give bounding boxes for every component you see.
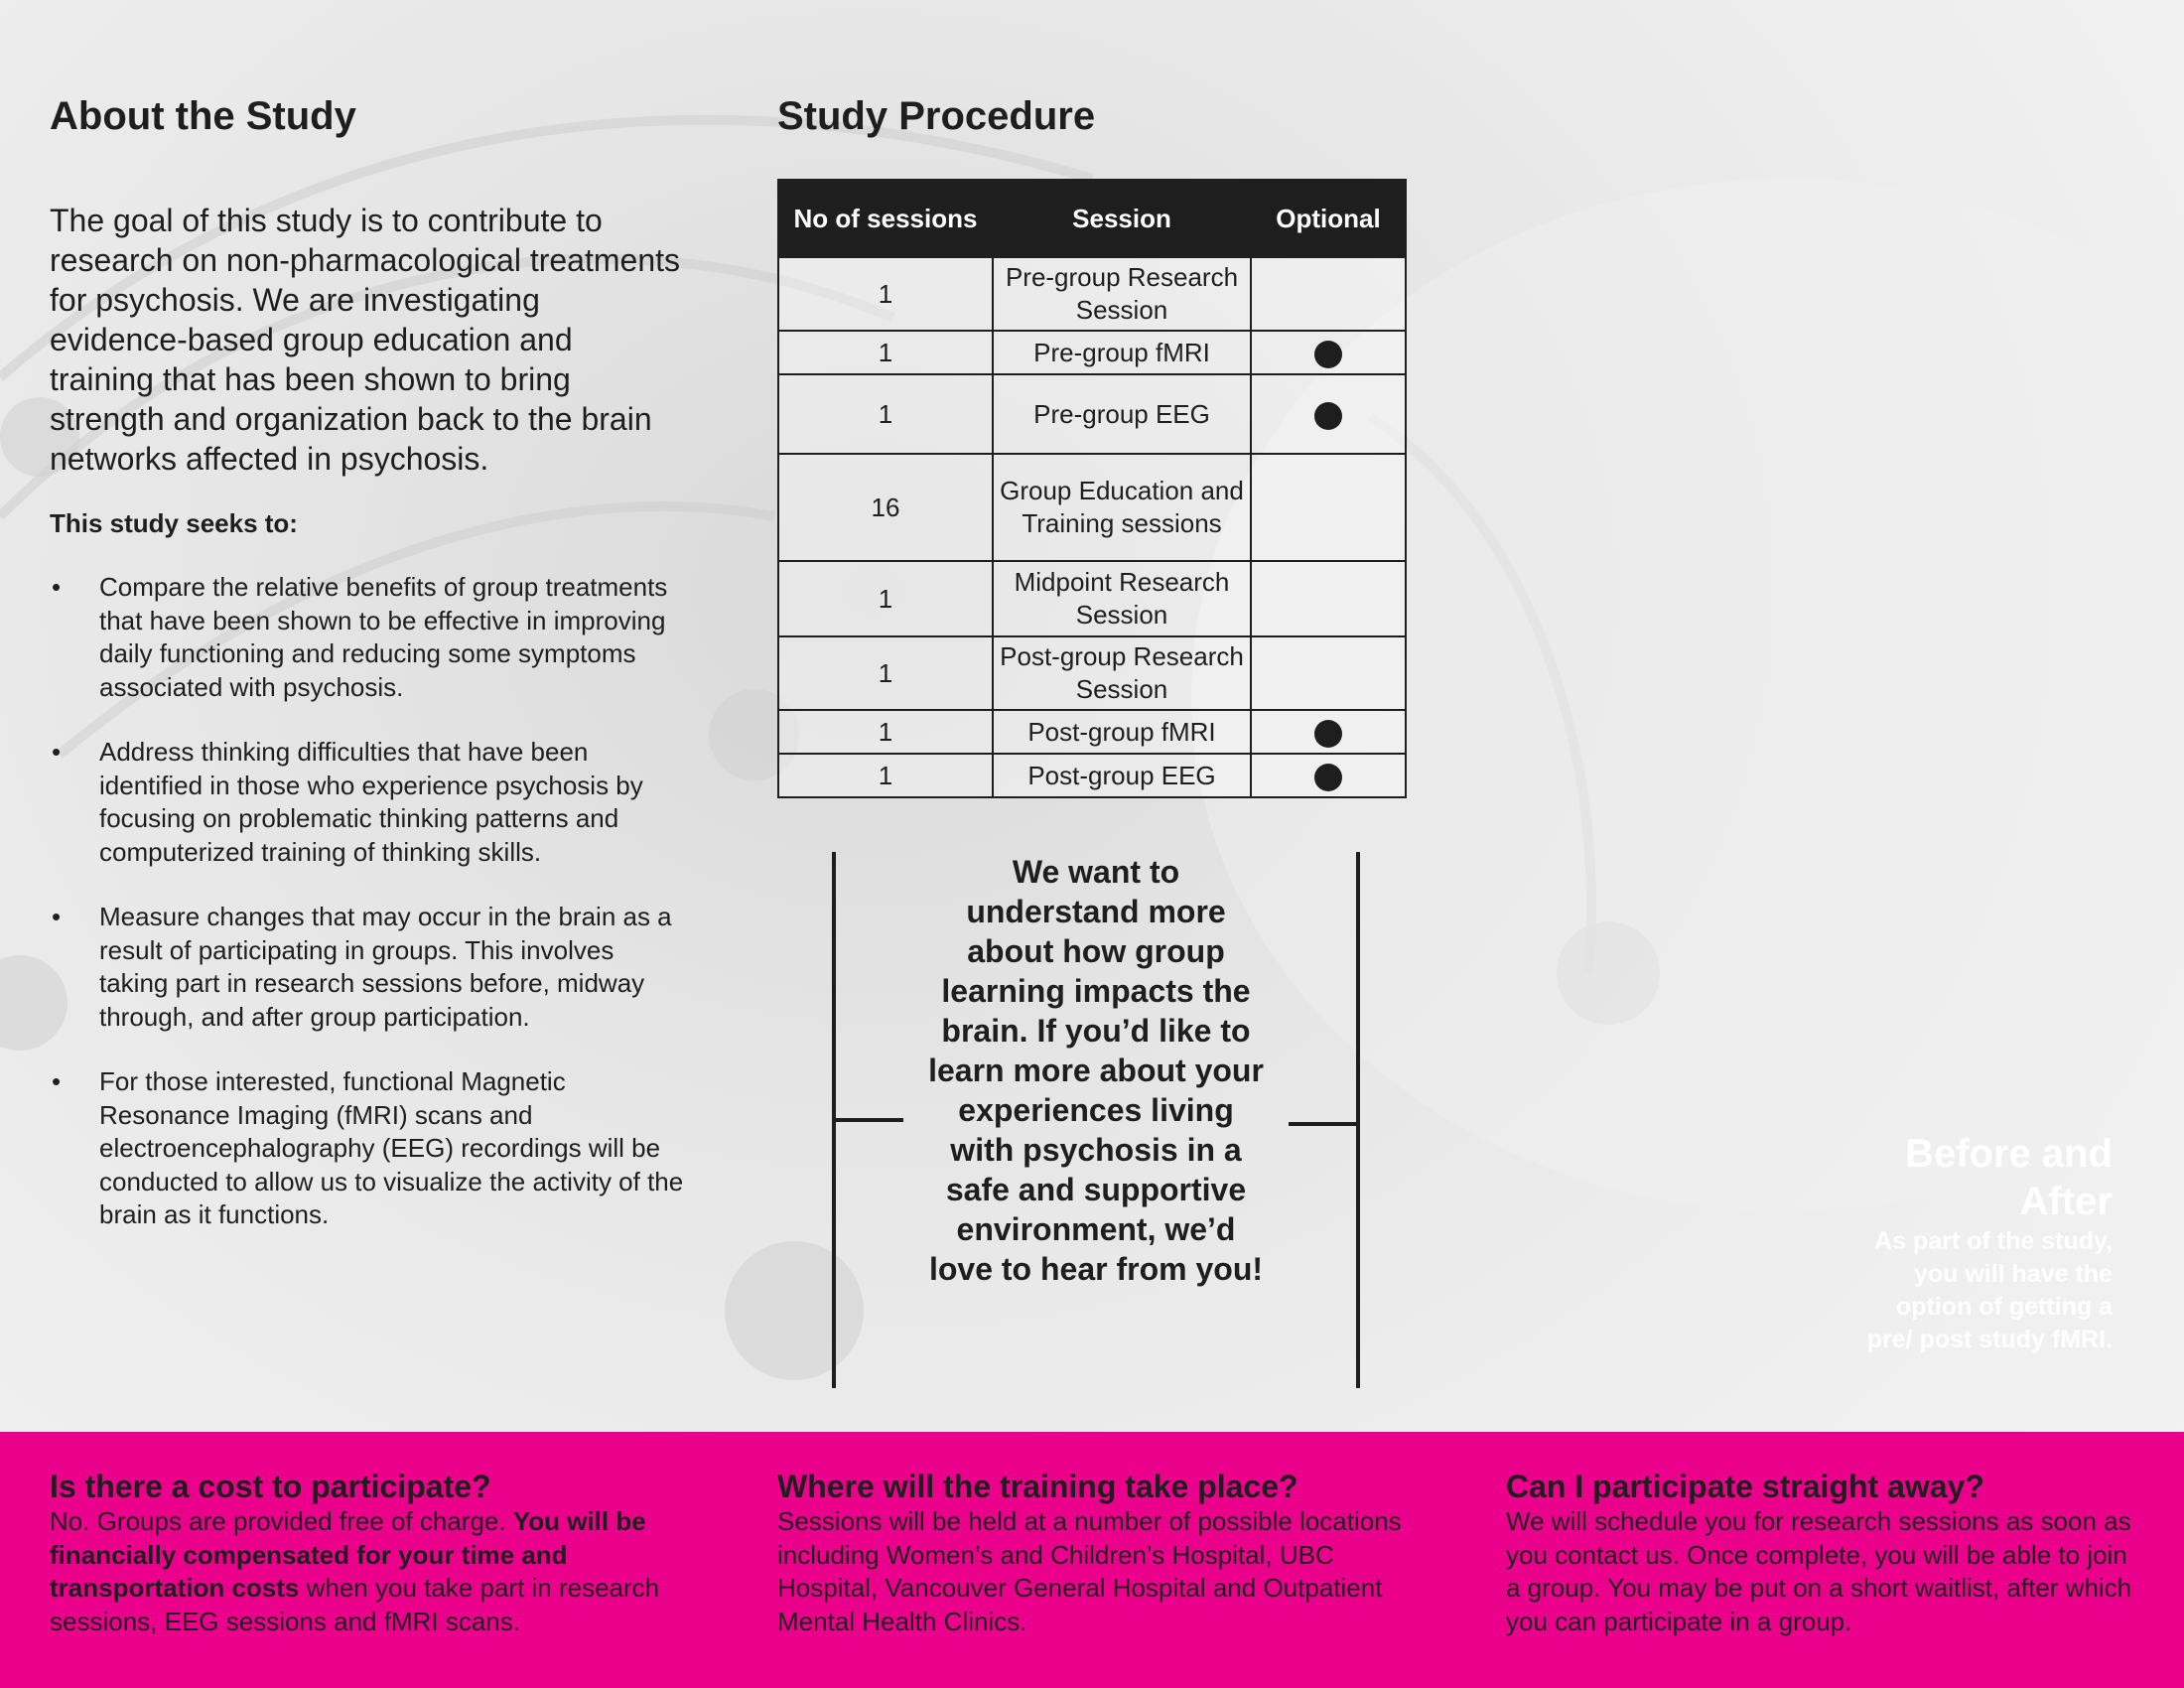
faq-start-answer: We will schedule you for research sessions as soon as you contact us. Once complete, you will be able to join a group. You may be put on a short waitlist, after which you can participate in a group. (1506, 1506, 2132, 1636)
faq-location-heading: Where will the training take place? (777, 1469, 1298, 1504)
session-count: 1 (778, 754, 993, 797)
session-count: 1 (778, 257, 993, 331)
procedure-section (777, 94, 1413, 798)
faq-cost-answer (50, 1505, 685, 1638)
table-row (778, 257, 1406, 331)
faq-cost-text: No. Groups are provided free of charge. (50, 1506, 513, 1536)
session-name: Pre-group fMRI (993, 331, 1251, 374)
about-intro: The goal of this study is to contribute to research on non-pharmacological treatments for psychosis. We are investigating evidence-based group education and training that has been shown to bring strength and organization back to the brain networks affected in psychosis. (50, 203, 680, 477)
right-bracket-tick (1289, 1122, 1360, 1126)
quote-callout (832, 852, 1360, 1388)
table-header-row (778, 180, 1406, 257)
session-name: Post-group EEG (993, 754, 1251, 797)
table-row (778, 636, 1406, 710)
session-count: 1 (778, 374, 993, 454)
seeks-label: This study seeks to: (50, 508, 298, 538)
before-after-title: Before and After (1905, 1132, 2113, 1223)
table-row (778, 561, 1406, 636)
bullet-icon: • (52, 572, 62, 602)
bullet-text: Measure changes that may occur in the brain as a result of participating in groups. This involves taking part in research sessions before, midway through, and after group participation. (99, 902, 672, 1032)
right-bracket (1356, 852, 1360, 1388)
session-name: Group Education and Training sessions (993, 454, 1251, 561)
optional-cell (1251, 257, 1406, 331)
session-name: Midpoint Research Session (993, 561, 1251, 636)
list-item (50, 736, 685, 869)
optional-cell (1251, 561, 1406, 636)
list-item (50, 1065, 685, 1232)
optional-cell (1251, 331, 1406, 374)
session-count: 1 (778, 636, 993, 710)
session-name: Post-group fMRI (993, 710, 1251, 754)
bullet-icon: • (52, 902, 62, 931)
procedure-heading: Study Procedure (777, 94, 1096, 138)
optional-dot-icon (1314, 341, 1342, 368)
bullet-icon: • (52, 1066, 62, 1096)
session-count: 1 (778, 331, 993, 374)
procedure-table (777, 179, 1407, 798)
optional-cell (1251, 454, 1406, 561)
bullet-icon: • (52, 737, 62, 767)
faq-cost-heading: Is there a cost to participate? (50, 1469, 491, 1504)
list-item (50, 901, 685, 1034)
session-name: Pre-group EEG (993, 374, 1251, 454)
goals-list (50, 571, 685, 1232)
table-row (778, 754, 1406, 797)
faq-location (777, 1468, 1413, 1638)
faq-start-heading: Can I participate straight away? (1506, 1469, 1984, 1504)
quote-text: We want to understand more about how group learning impacts the brain. If you’d like to learn more about your experiences living with psychosis in a safe and supportive environment, we’d love to hear from you! (928, 854, 1264, 1287)
optional-cell (1251, 374, 1406, 454)
session-name: Post-group Research Session (993, 636, 1251, 710)
before-after-body: As part of the study, you will have the option of getting a pre/ post study fMRI. (1866, 1227, 2113, 1353)
optional-dot-icon (1314, 764, 1342, 791)
faq-cost (50, 1468, 685, 1638)
optional-cell (1251, 754, 1406, 797)
list-item (50, 571, 685, 704)
optional-cell (1251, 710, 1406, 754)
session-count: 16 (778, 454, 993, 561)
optional-cell (1251, 636, 1406, 710)
bullet-text: Address thinking difficulties that have been identified in those who experience psychosis by focusing on problematic thinking patterns and computerized training of thinking skills. (99, 737, 643, 867)
about-section (50, 94, 685, 1264)
table-row (778, 710, 1406, 754)
column-header-count: No of sessions (778, 180, 993, 257)
faq-start (1506, 1468, 2141, 1638)
column-header-session: Session (993, 180, 1251, 257)
bullet-text: For those interested, functional Magnetic Resonance Imaging (fMRI) scans and electroencephalography (EEG) recordings will be conducted to allow us to visualize the activity of the brain as it functions. (99, 1066, 684, 1229)
table-row (778, 374, 1406, 454)
about-heading: About the Study (50, 94, 356, 138)
faq-cost-text-end: when you take part in research sessions, EEG sessions and fMRI scans. (50, 1573, 660, 1636)
bullet-text: Compare the relative benefits of group treatments that have been shown to be effective in improving daily functioning and reducing some symptoms associated with psychosis. (99, 572, 668, 702)
faq-cost-emphasis: You will be financially compensated for your time and transportation costs (50, 1506, 646, 1603)
table-row (778, 454, 1406, 561)
optional-dot-icon (1314, 720, 1342, 748)
faq-location-answer: Sessions will be held at a number of possible locations including Women’s and Children’s Hospital, UBC Hospital, Vancouver General Hospital and Outpatient Mental Health Clinics. (777, 1506, 1402, 1636)
session-count: 1 (778, 710, 993, 754)
session-count: 1 (778, 561, 993, 636)
column-header-optional: Optional (1251, 180, 1406, 257)
left-bracket-tick (832, 1118, 903, 1122)
session-name: Pre-group Research Session (993, 257, 1251, 331)
optional-dot-icon (1314, 402, 1342, 430)
table-row (778, 331, 1406, 374)
before-after-callout (1854, 1130, 2113, 1356)
faq-footer (0, 1432, 2184, 1688)
